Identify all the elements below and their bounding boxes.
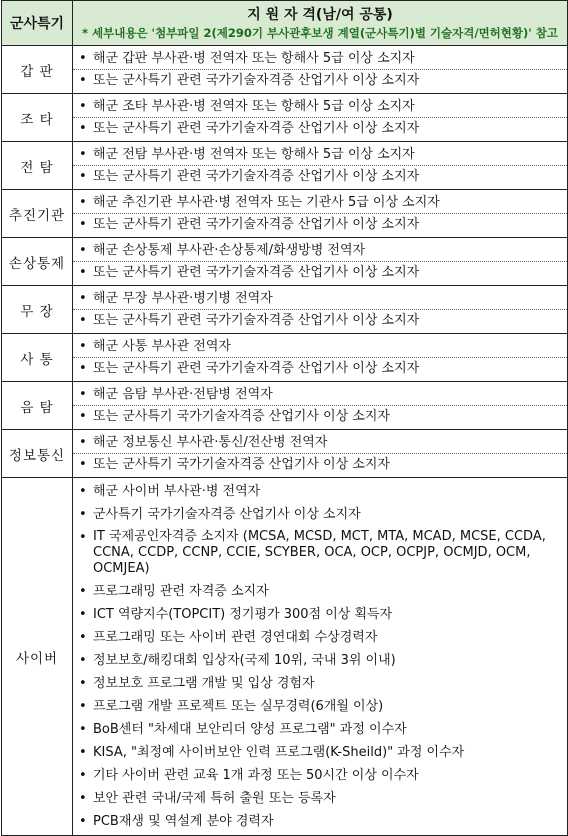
bullet-icon: •	[79, 195, 87, 210]
header-title: 지 원 자 격(남/여 공통)	[247, 7, 393, 23]
qualification-item	[79, 96, 567, 117]
qualification-item	[79, 672, 567, 695]
qualification-item	[79, 48, 567, 69]
row-category: 사 통	[2, 334, 73, 382]
qualification-item	[73, 357, 567, 379]
qualification-text: IT 국제공인자격증 소지자 (MCSA, MCSD, MCT, MTA, MCAD, MCSE, CCDA, CCNA, CCDP, CCNP, CCIE, SCYBER, OCA, OCP, OCPJP, OCMJD, OCM, OCMJEA)	[93, 529, 546, 576]
header-qualification	[73, 1, 568, 46]
qualification-text: 해군 손상통제 부사관·손상통제/화생방병 전역자	[93, 243, 366, 258]
qualification-item	[79, 526, 567, 580]
bullet-icon: •	[79, 457, 87, 472]
bullet-icon: •	[79, 507, 87, 522]
row-category: 전 탐	[2, 142, 73, 190]
row-items	[73, 286, 568, 334]
qualification-item	[73, 117, 567, 139]
qualification-text: 또는 군사특기 국가기술자격증 산업기사 이상 소지자	[93, 409, 390, 424]
qualification-item	[79, 764, 567, 787]
qualification-item	[73, 213, 567, 235]
qualification-text: 해군 사이버 부사관·병 전역자	[93, 484, 261, 499]
qualification-text: 해군 조타 부사관·병 전역자 또는 항해사 5급 이상 소지자	[93, 99, 415, 114]
header-row	[2, 1, 568, 46]
qualification-item	[79, 695, 567, 718]
qualification-text: 해군 무장 부사관·병기병 전역자	[93, 291, 273, 306]
row-category: 손상통제	[2, 238, 73, 286]
bullet-icon: •	[79, 722, 87, 737]
qualification-item	[79, 741, 567, 764]
qualification-text: 기타 사이버 관련 교육 1개 과정 또는 50시간 이상 이수자	[93, 768, 419, 783]
bullet-icon: •	[79, 169, 87, 184]
qualification-text: 해군 정보통신 부사관·통신/전산병 전역자	[93, 435, 328, 450]
qualification-text: 또는 군사특기 관련 국가기술자격증 산업기사 이상 소지자	[93, 169, 420, 184]
qualification-text: KISA, "최정예 사이버보안 인력 프로그램(K-Sheild)" 과정 이수자	[93, 745, 465, 760]
row-category: 음 탐	[2, 382, 73, 430]
qualification-text: 또는 군사특기 관련 국가기술자격증 산업기사 이상 소지자	[93, 217, 420, 232]
qualification-item	[79, 787, 567, 810]
bullet-icon: •	[79, 530, 87, 545]
row-category: 정보통신	[2, 430, 73, 478]
qualification-text: PCB재생 및 역설계 분야 경력자	[93, 814, 274, 829]
bullet-icon: •	[79, 361, 87, 376]
row-category: 추진기관	[2, 190, 73, 238]
bullet-icon: •	[79, 409, 87, 424]
qualification-item	[73, 453, 567, 475]
bullet-icon: •	[79, 217, 87, 232]
row-category: 조 타	[2, 94, 73, 142]
bullet-icon: •	[79, 51, 87, 66]
bullet-icon: •	[79, 339, 87, 354]
qualification-text: 프로그래밍 관련 자격증 소지자	[93, 584, 269, 599]
row-items	[73, 334, 568, 382]
bullet-icon: •	[79, 291, 87, 306]
qualification-item	[79, 718, 567, 741]
qualification-text: 프로그램 개발 프로젝트 또는 실무경력(6개월 이상)	[93, 699, 384, 714]
qualification-item	[79, 603, 567, 626]
qualification-item	[79, 144, 567, 165]
bullet-icon: •	[79, 791, 87, 806]
qualification-text: 프로그래밍 또는 사이버 관련 경연대회 수상경력자	[93, 630, 378, 645]
qualification-text: 또는 군사특기 관련 국가기술자격증 산업기사 이상 소지자	[93, 361, 420, 376]
qualification-text: 또는 군사특기 관련 국가기술자격증 산업기사 이상 소지자	[93, 313, 420, 328]
specialty-row	[2, 286, 568, 334]
row-category: 무 장	[2, 286, 73, 334]
qualification-text: 정보보호/해킹대회 입상자(국제 10위, 국내 3위 이내)	[93, 653, 396, 668]
qualification-item	[73, 165, 567, 187]
qualification-item	[79, 649, 567, 672]
qualification-text: 해군 갑판 부사관·병 전역자 또는 항해사 5급 이상 소지자	[93, 51, 415, 66]
qualification-item	[79, 336, 567, 357]
qualification-item	[79, 288, 567, 309]
specialty-row	[2, 46, 568, 94]
qualification-text: BoB센터 "차세대 보안리더 양성 프로그램" 과정 이수자	[93, 722, 407, 737]
row-items	[73, 46, 568, 94]
qualification-item	[73, 69, 567, 91]
bullet-icon: •	[79, 699, 87, 714]
specialty-row	[2, 334, 568, 382]
qualification-item	[79, 626, 567, 649]
bullet-icon: •	[79, 607, 87, 622]
row-items	[73, 238, 568, 286]
bullet-icon: •	[79, 484, 87, 499]
qualification-table	[1, 0, 568, 836]
bullet-icon: •	[79, 265, 87, 280]
bullet-icon: •	[79, 768, 87, 783]
row-category: 사이버	[2, 478, 73, 836]
qualification-item	[73, 309, 567, 331]
row-items	[73, 430, 568, 478]
qualification-item	[73, 405, 567, 427]
bullet-icon: •	[79, 630, 87, 645]
qualification-text: ICT 역량지수(TOPCIT) 정기평가 300점 이상 획득자	[93, 607, 393, 622]
qualification-text: 해군 음탐 부사관·전탐병 전역자	[93, 387, 273, 402]
qualification-item	[79, 503, 567, 526]
qualification-text: 해군 추진기관 부사관·병 전역자 또는 기관사 5급 이상 소지자	[93, 195, 440, 210]
specialty-row	[2, 382, 568, 430]
header-note: * 세부내용은 '첨부파일 2(제290기 부사관후보생 계열(군사특기)별 기술자격/면허현황)' 참고	[81, 26, 558, 40]
qualification-text: 또는 군사특기 관련 국가기술자격증 산업기사 이상 소지자	[93, 121, 420, 136]
qualification-text: 보안 관련 국내/국제 특허 출원 또는 등록자	[93, 791, 336, 806]
qualification-text: 해군 사통 부사관 전역자	[93, 339, 231, 354]
qualification-item	[79, 240, 567, 261]
qualification-text: 또는 군사특기 국가기술자격증 산업기사 이상 소지자	[93, 457, 390, 472]
cyber-row	[2, 478, 568, 836]
bullet-icon: •	[79, 387, 87, 402]
qualification-item	[79, 580, 567, 603]
row-items	[73, 478, 568, 836]
qualification-item	[79, 192, 567, 213]
specialty-rows	[2, 46, 568, 478]
bullet-icon: •	[79, 73, 87, 88]
bullet-icon: •	[79, 584, 87, 599]
qualification-text: 또는 군사특기 관련 국가기술자격증 산업기사 이상 소지자	[93, 73, 420, 88]
bullet-icon: •	[79, 147, 87, 162]
qualification-text: 해군 전탐 부사관·병 전역자 또는 항해사 5급 이상 소지자	[93, 147, 415, 162]
bullet-icon: •	[79, 745, 87, 760]
qualification-text: 정보보호 프로그램 개발 및 입상 경험자	[93, 676, 315, 691]
qualification-text: 군사특기 국가기술자격증 산업기사 이상 소지자	[93, 507, 361, 522]
header-category: 군사특기	[2, 1, 73, 46]
specialty-row	[2, 190, 568, 238]
row-items	[73, 190, 568, 238]
bullet-icon: •	[79, 435, 87, 450]
qualification-text: 또는 군사특기 관련 국가기술자격증 산업기사 이상 소지자	[93, 265, 420, 280]
bullet-icon: •	[79, 676, 87, 691]
bullet-icon: •	[79, 243, 87, 258]
bullet-icon: •	[79, 313, 87, 328]
qualification-item	[79, 810, 567, 833]
qualification-item	[79, 432, 567, 453]
bullet-icon: •	[79, 653, 87, 668]
row-items	[73, 94, 568, 142]
bullet-icon: •	[79, 99, 87, 114]
specialty-row	[2, 142, 568, 190]
row-items	[73, 142, 568, 190]
qualification-item	[79, 384, 567, 405]
row-category: 갑 판	[2, 46, 73, 94]
specialty-row	[2, 430, 568, 478]
qualification-item	[79, 480, 567, 503]
bullet-icon: •	[79, 121, 87, 136]
qualification-item	[73, 261, 567, 283]
specialty-row	[2, 238, 568, 286]
bullet-icon: •	[79, 814, 87, 829]
row-items	[73, 382, 568, 430]
specialty-row	[2, 94, 568, 142]
